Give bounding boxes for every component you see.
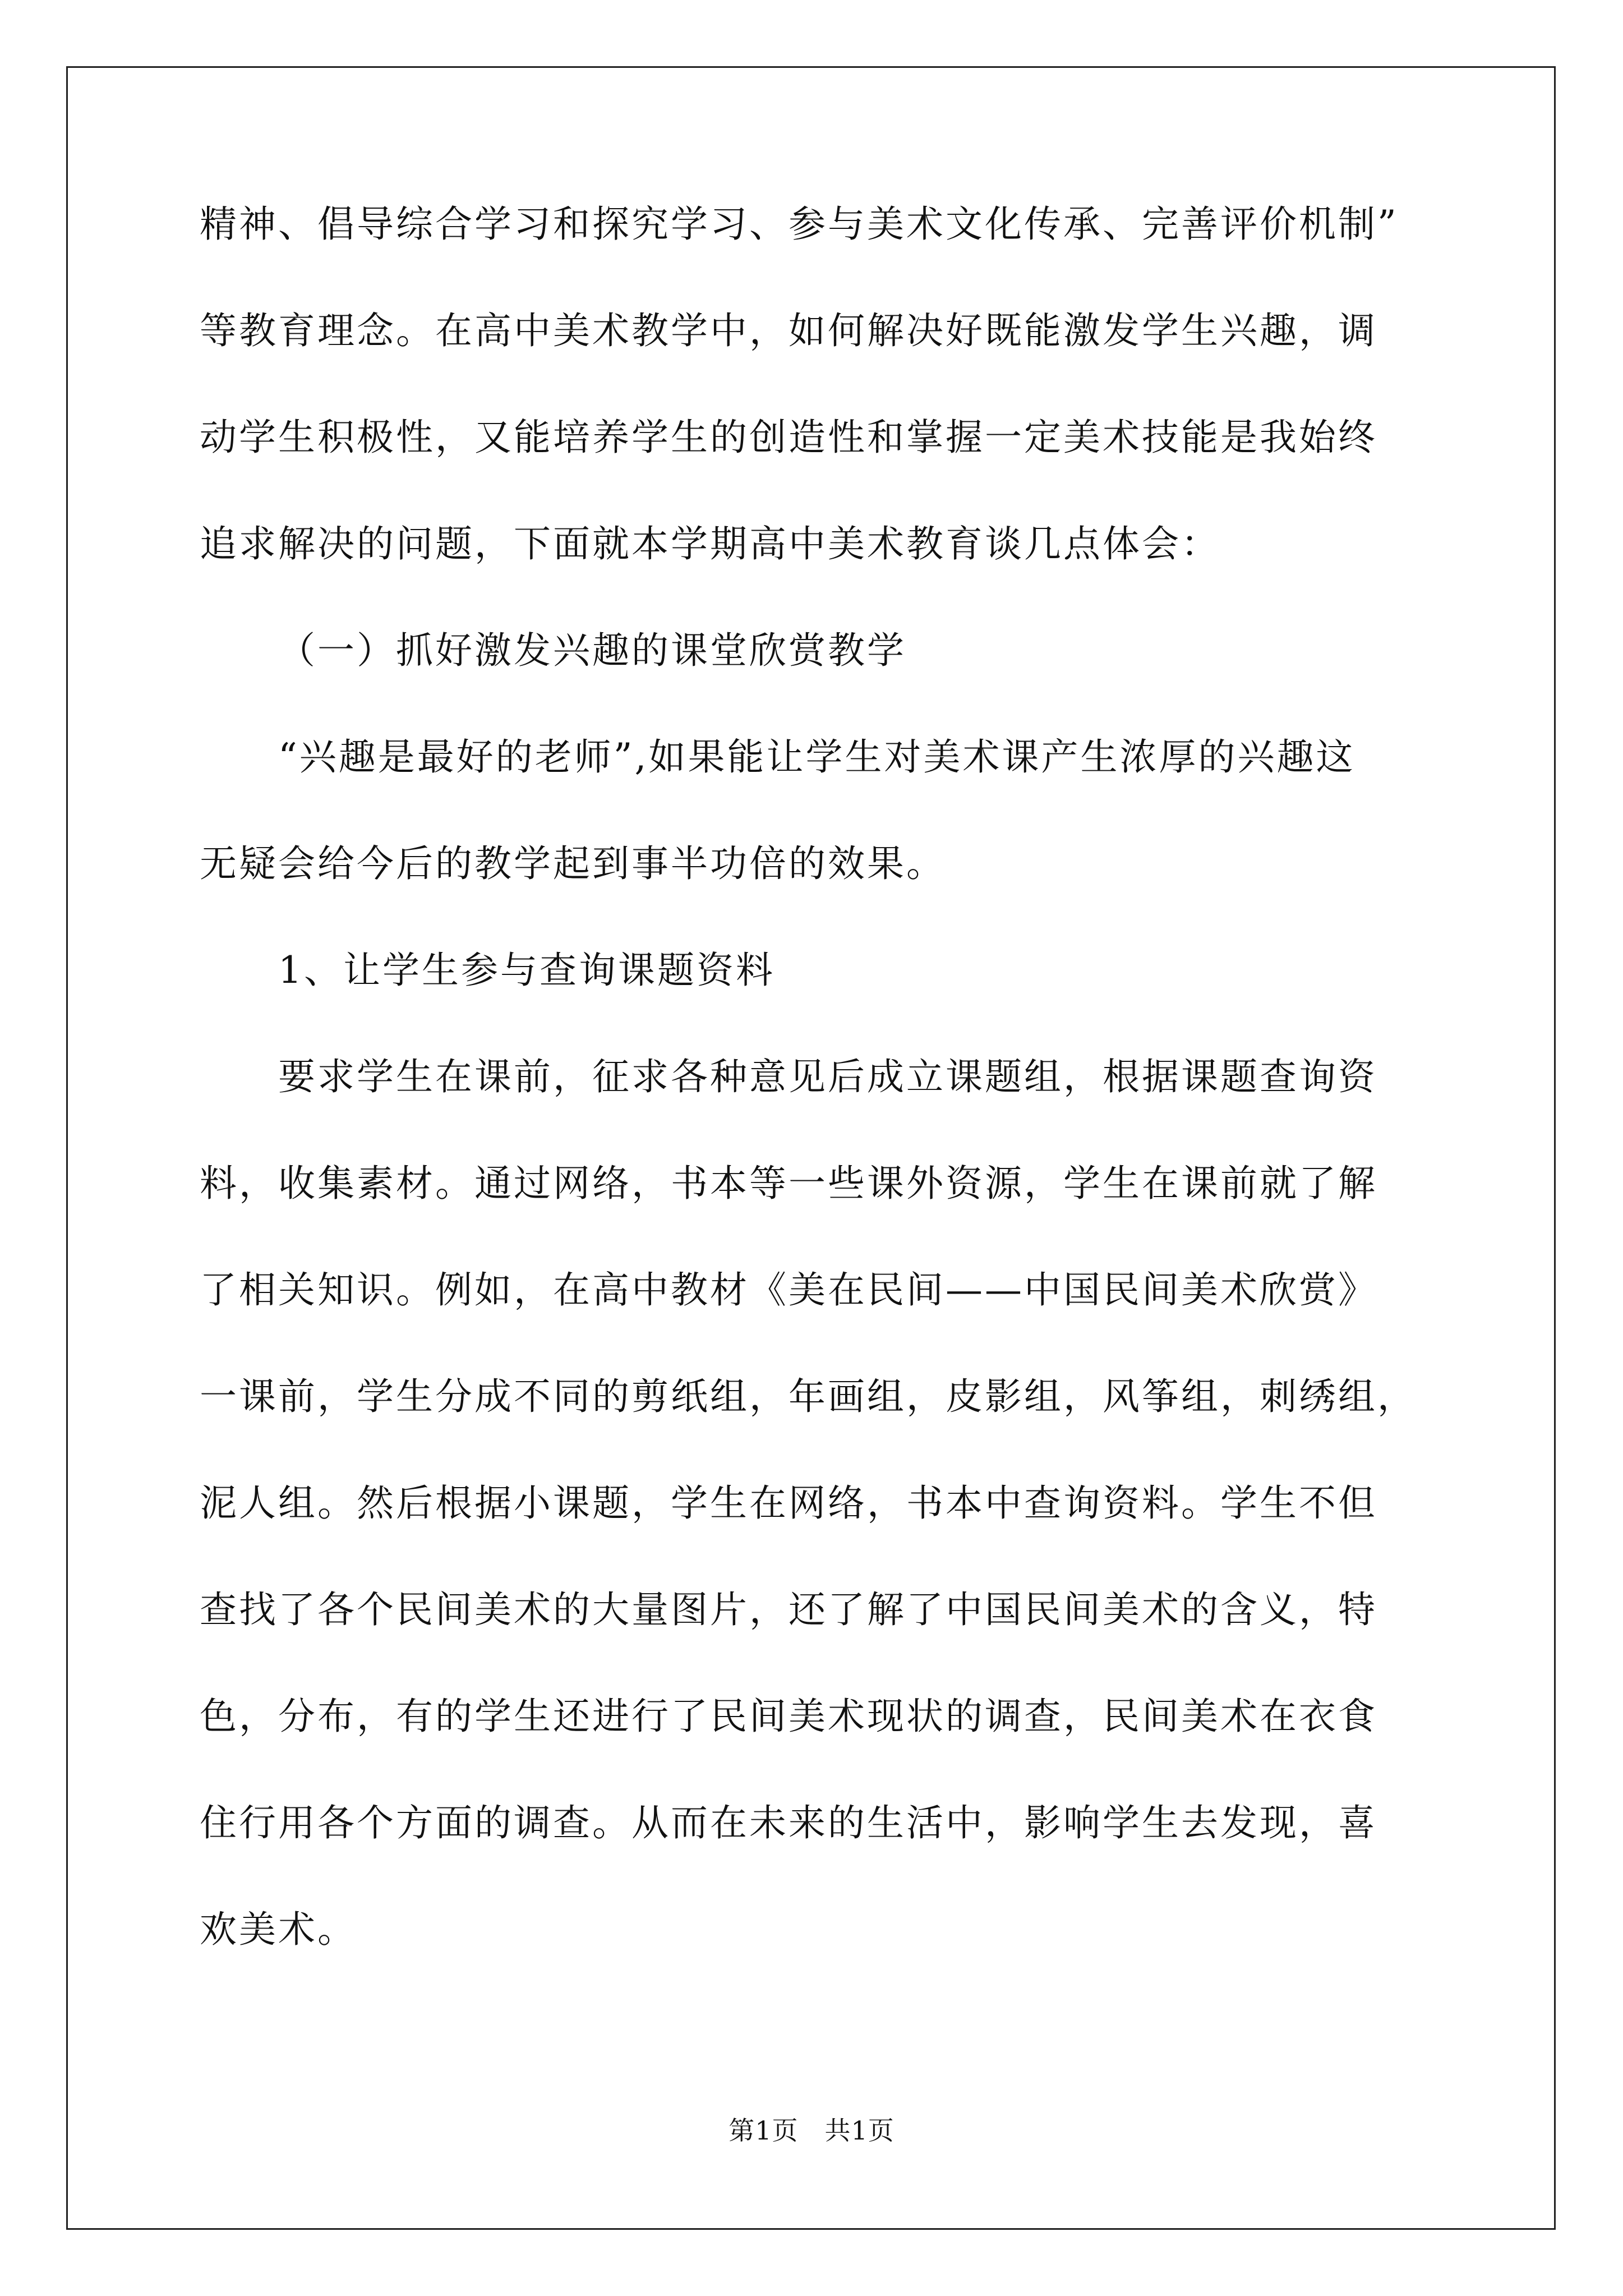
body-line: 住行用各个方面的调查。从而在未来的生活中，影响学生去发现，喜 [200,1801,1377,1844]
body-line: 追求解决的问题，下面就本学期高中美术教育谈几点体会： [200,522,1220,565]
paragraph-start: “兴趣是最好的老师”,如果能让学生对美术课产生浓厚的兴趣这 [278,735,1355,779]
body-line: 欢美术。 [200,1908,357,1951]
body-line: 色，分布，有的学生还进行了民间美术现状的调查，民间美术在衣食 [200,1695,1377,1738]
subsection-heading: 1、让学生参与查询课题资料 [278,949,775,992]
section-heading: （一）抓好激发兴趣的课堂欣赏教学 [278,629,906,672]
body-line: 无疑会给今后的教学起到事半功倍的效果。 [200,842,946,885]
body-line: 一课前，学生分成不同的剪纸组，年画组，皮影组，风筝组，刺绣组， [200,1375,1417,1418]
body-line: 泥人组。然后根据小课题，学生在网络，书本中查询资料。学生不但 [200,1481,1377,1525]
body-line: 了相关知识。例如，在高中教材《美在民间——中国民间美术欣赏》 [200,1268,1377,1312]
body-line: 查找了各个民间美术的大量图片，还了解了中国民间美术的含义，特 [200,1588,1377,1631]
paragraph-start: 要求学生在课前，征求各种意见后成立课题组，根据课题查询资 [278,1055,1377,1098]
body-line: 动学生积极性，又能培养学生的创造性和掌握一定美术技能是我始终 [200,416,1377,459]
page-border [66,66,1556,2230]
page-footer: 第1页 共1页 [728,2115,895,2146]
body-line: 料，收集素材。通过网络，书本等一些课外资源，学生在课前就了解 [200,1162,1377,1205]
body-line: 精神、倡导综合学习和探究学习、参与美术文化传承、完善评价机制” [200,203,1399,246]
body-line: 等教育理念。在高中美术教学中，如何解决好既能激发学生兴趣，调 [200,309,1377,352]
